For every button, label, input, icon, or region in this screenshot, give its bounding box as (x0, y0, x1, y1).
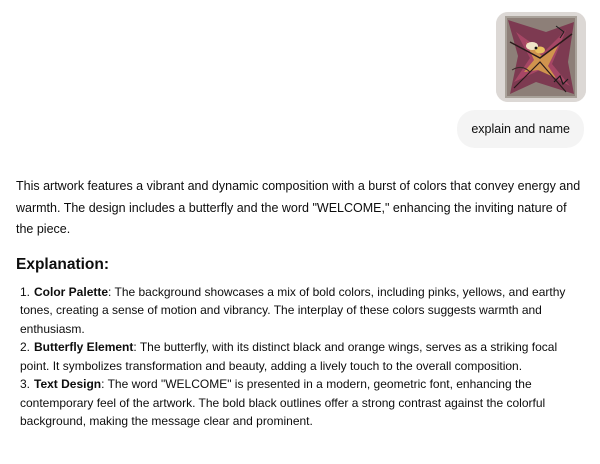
list-item-body: : The background showcases a mix of bold colors, including pinks, yellows, and earthy tones, creating a sense of motion and vibrancy. The interplay of these colors suggests warmth and enthusiasm. (20, 284, 566, 336)
explanation-list (16, 283, 586, 431)
user-message-bubble: explain and name (457, 110, 584, 148)
list-item-number: 2. (20, 340, 31, 354)
attached-artwork-image[interactable] (496, 12, 586, 102)
response-intro: This artwork features a vibrant and dynamic composition with a burst of colors that convey energy and warmth. The design includes a butterfly and the word "WELCOME," enhancing the inviting nature of the piece. (16, 179, 581, 236)
list-item (20, 375, 586, 431)
list-item-body: : The word "WELCOME" is presented in a modern, geometric font, enhancing the contemporary feel of the artwork. The bold black outlines offer a strong contrast against the colorful background, making the message clear and prominent. (20, 377, 546, 428)
list-item (20, 338, 586, 375)
list-item (20, 283, 586, 339)
artwork-thumbnail-icon (496, 12, 586, 102)
list-item-number: 1. (20, 284, 31, 299)
assistant-response (16, 176, 586, 431)
list-item-title: Text Design (34, 377, 102, 391)
list-item-number: 3. (20, 377, 31, 391)
explanation-heading: Explanation: (16, 255, 110, 273)
list-item-title: Butterfly Element (34, 340, 134, 354)
list-item-body: : The butterfly, with its distinct black and orange wings, serves as a striking focal point. It symbolizes transformation and beauty, adding a lively touch to the overall composition. (20, 340, 558, 373)
list-item-title: Color Palette (34, 284, 109, 299)
